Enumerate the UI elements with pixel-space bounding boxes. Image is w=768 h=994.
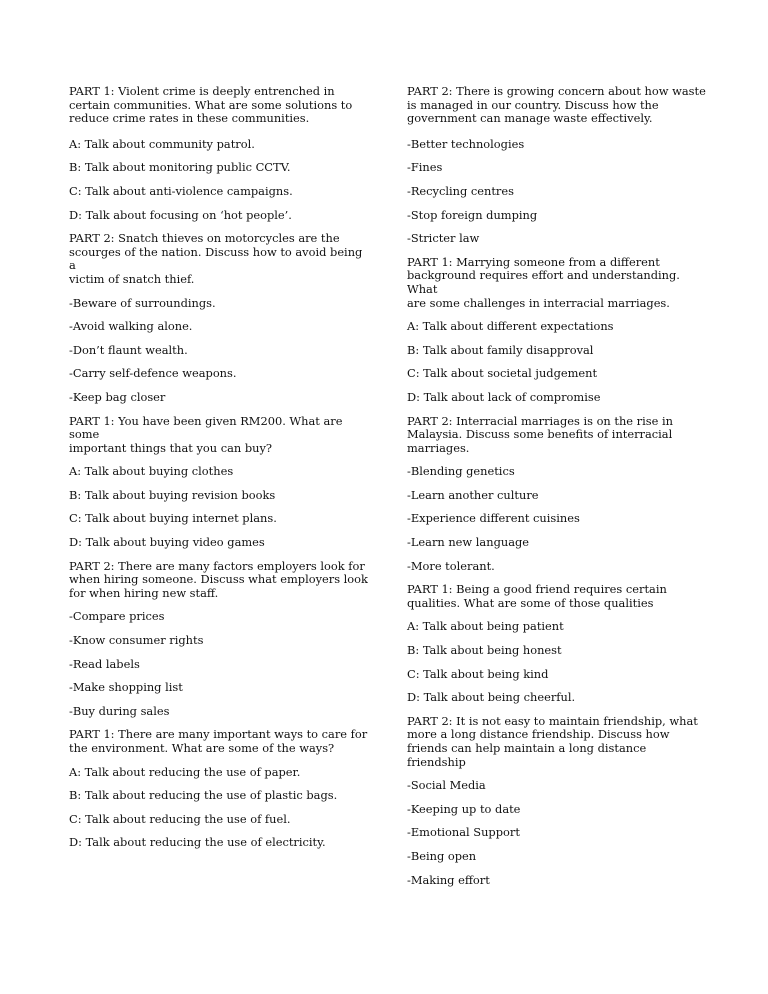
list-item: -Keep bag closer xyxy=(69,389,166,404)
prompt-interracial-challenges: PART 1: Marrying someone from a different background requires effort and understanding. What are some challenges in interracial marriages. xyxy=(407,254,680,310)
list-item: C: Talk about societal judgement xyxy=(407,366,598,381)
list-item: -Read labels xyxy=(69,656,140,671)
list-item: D: Talk about being cheerful. xyxy=(407,690,576,705)
list-item: -Blending genetics xyxy=(407,464,515,479)
list-item: -Being open xyxy=(407,848,477,863)
list-item: D: Talk about buying video games xyxy=(69,535,265,550)
list-item: -Fines xyxy=(407,160,443,175)
right-column xyxy=(407,85,707,897)
list-item: -Emotional Support xyxy=(407,825,520,840)
list-item: -Stop foreign dumping xyxy=(407,207,538,222)
list-item: C: Talk about anti-violence campaigns. xyxy=(69,183,293,198)
list-item: A: Talk about being patient xyxy=(407,619,564,634)
prompt-snatch-thieves: PART 2: Snatch thieves on motorcycles are the scourges of the nation. Discuss how to avoid being a victim of snatch thief. xyxy=(69,231,363,286)
list-item: B: Talk about family disapproval xyxy=(407,342,594,357)
list-item: B: Talk about being honest xyxy=(407,643,562,658)
list-item: D: Talk about focusing on ‘hot people’. xyxy=(69,207,292,222)
prompt-employers: PART 2: There are many factors employers look for when hiring someone. Discuss what employers look for when hiring new staff. xyxy=(69,558,368,600)
list-item: B: Talk about reducing the use of plastic bags. xyxy=(69,788,338,803)
list-item: A: Talk about different expectations xyxy=(407,319,614,334)
prompt-rm200: PART 1: You have been given RM200. What are some important things that you can buy? xyxy=(69,413,343,455)
list-item: -Recycling centres xyxy=(407,183,514,198)
list-item: -Social Media xyxy=(407,778,486,793)
list-item: -Carry self-defence weapons. xyxy=(69,366,237,381)
list-item: -Learn another culture xyxy=(407,487,539,502)
list-item: B: Talk about buying revision books xyxy=(69,487,276,502)
list-item: D: Talk about reducing the use of electricity. xyxy=(69,835,326,850)
list-item: A: Talk about reducing the use of paper. xyxy=(69,764,301,779)
prompt-violent-crime: PART 1: Violent crime is deeply entrenched in certain communities. What are some solutions to reduce crime rates in these communities. xyxy=(69,84,353,126)
list-item: -Buy during sales xyxy=(69,703,170,718)
left-column xyxy=(69,85,369,860)
list-item: B: Talk about monitoring public CCTV. xyxy=(69,160,291,175)
list-item: -More tolerant. xyxy=(407,558,495,573)
list-item: -Learn new language xyxy=(407,535,530,550)
prompt-good-friend: PART 1: Being a good friend requires certain qualities. What are some of those qualities xyxy=(407,582,667,610)
list-item: C: Talk about being kind xyxy=(407,666,549,681)
list-item: -Stricter law xyxy=(407,231,480,246)
list-item: -Better technologies xyxy=(407,136,525,151)
list-item: -Compare prices xyxy=(69,609,165,624)
list-item: C: Talk about buying internet plans. xyxy=(69,511,277,526)
list-item: -Don’t flaunt wealth. xyxy=(69,342,188,357)
list-item: A: Talk about community patrol. xyxy=(69,136,255,151)
list-item: -Keeping up to date xyxy=(407,801,521,816)
list-item: -Making effort xyxy=(407,872,490,887)
list-item: -Avoid walking alone. xyxy=(69,319,193,334)
list-item: A: Talk about buying clothes xyxy=(69,464,234,479)
list-item: -Experience different cuisines xyxy=(407,511,580,526)
prompt-long-distance-friendship: PART 2: It is not easy to maintain friendship, what more a long distance friendship. Discuss how friends can help maintain a long distance friendship xyxy=(407,713,698,769)
prompt-environment: PART 1: There are many important ways to care for the environment. What are some of the ways? xyxy=(69,727,368,755)
list-item: -Beware of surroundings. xyxy=(69,295,216,310)
list-item: -Know consumer rights xyxy=(69,633,204,648)
list-item: C: Talk about reducing the use of fuel. xyxy=(69,811,291,826)
list-item: -Make shopping list xyxy=(69,680,183,695)
list-item: D: Talk about lack of compromise xyxy=(407,389,601,404)
prompt-interracial-benefits: PART 2: Interracial marriages is on the rise in Malaysia. Discuss some benefits of interracial marriages. xyxy=(407,413,673,455)
prompt-waste-management: PART 2: There is growing concern about how waste is managed in our country. Discuss how the government can manage waste effectively. xyxy=(407,84,706,126)
